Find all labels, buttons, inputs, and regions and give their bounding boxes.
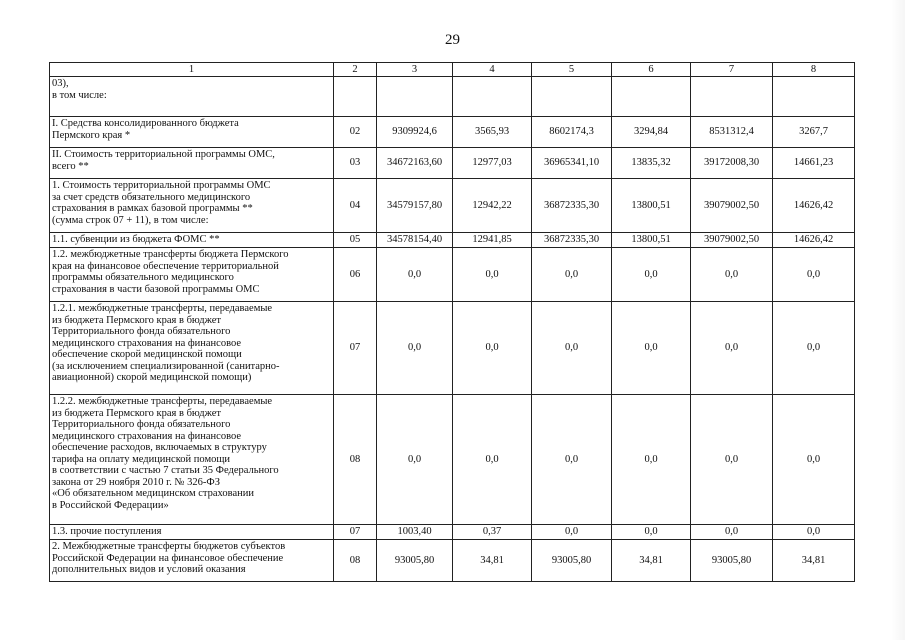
row-value: 0,0: [773, 248, 855, 302]
row-label: I. Средства консолидированного бюджета Пермского края *: [50, 117, 334, 148]
row-value: 13800,51: [612, 233, 691, 248]
row-code: 08: [334, 395, 377, 525]
row-value: [453, 77, 532, 117]
row-value: 0,0: [453, 302, 532, 395]
row-value: 0,0: [377, 395, 453, 525]
row-value: 14626,42: [773, 179, 855, 233]
column-number-header: 7: [691, 63, 773, 77]
row-value: 36872335,30: [532, 233, 612, 248]
row-value: 0,0: [532, 395, 612, 525]
row-label: 1.2. межбюджетные трансферты бюджета Пермского края на финансовое обеспечение территориальной программы обязательного медицинского страхования в части базовой программы ОМС: [50, 248, 334, 302]
row-value: [532, 77, 612, 117]
row-value: 0,0: [773, 525, 855, 540]
column-number-header: 5: [532, 63, 612, 77]
row-value: 0,0: [377, 302, 453, 395]
row-label: 1.3. прочие поступления: [50, 525, 334, 540]
row-code: 02: [334, 117, 377, 148]
table-row: [50, 302, 855, 395]
table-row: [50, 233, 855, 248]
table-row: [50, 117, 855, 148]
row-value: 39079002,50: [691, 179, 773, 233]
row-value: 34,81: [453, 540, 532, 582]
row-value: [691, 77, 773, 117]
row-value: [612, 77, 691, 117]
row-value: 0,0: [453, 248, 532, 302]
row-value: 0,0: [773, 395, 855, 525]
table-row: [50, 525, 855, 540]
row-value: 9309924,6: [377, 117, 453, 148]
table-row: [50, 540, 855, 582]
row-value: 3294,84: [612, 117, 691, 148]
row-value: 12942,22: [453, 179, 532, 233]
row-value: 34579157,80: [377, 179, 453, 233]
row-value: 34578154,40: [377, 233, 453, 248]
row-value: 39079002,50: [691, 233, 773, 248]
table-row: [50, 395, 855, 525]
row-value: 0,0: [532, 302, 612, 395]
row-code: 05: [334, 233, 377, 248]
row-value: 34,81: [612, 540, 691, 582]
page-number: 29: [445, 32, 460, 48]
row-label: 1.1. субвенции из бюджета ФОМС **: [50, 233, 334, 248]
row-value: 0,0: [453, 395, 532, 525]
column-number-header: 8: [773, 63, 855, 77]
row-value: 0,0: [691, 525, 773, 540]
row-label: II. Стоимость территориальной программы ОМС, всего **: [50, 148, 334, 179]
row-value: 0,0: [612, 248, 691, 302]
row-value: 13800,51: [612, 179, 691, 233]
row-value: 93005,80: [377, 540, 453, 582]
row-label: 2. Межбюджетные трансферты бюджетов субъектов Российской Федерации на финансовое обеспечение дополнительных видов и условий оказания: [50, 540, 334, 582]
row-value: 34,81: [773, 540, 855, 582]
row-value: 3565,93: [453, 117, 532, 148]
row-value: 14661,23: [773, 148, 855, 179]
row-label: 1. Стоимость территориальной программы ОМС за счет средств обязательного медицинского страхования в рамках базовой программы ** (сумма строк 07 + 11), в том числе:: [50, 179, 334, 233]
row-value: 0,0: [612, 395, 691, 525]
row-code: 07: [334, 302, 377, 395]
row-value: 0,0: [691, 395, 773, 525]
row-label: 03), в том числе:: [50, 77, 334, 117]
row-value: 14626,42: [773, 233, 855, 248]
scan-edge-shadow: [891, 0, 905, 640]
table-row: [50, 148, 855, 179]
row-code: [334, 77, 377, 117]
row-value: 36872335,30: [532, 179, 612, 233]
column-number-header: 3: [377, 63, 453, 77]
row-value: 3267,7: [773, 117, 855, 148]
row-value: 36965341,10: [532, 148, 612, 179]
row-value: [773, 77, 855, 117]
table-row: [50, 179, 855, 233]
row-value: 39172008,30: [691, 148, 773, 179]
row-value: 34672163,60: [377, 148, 453, 179]
row-value: 0,37: [453, 525, 532, 540]
row-value: 0,0: [612, 525, 691, 540]
row-value: 0,0: [691, 248, 773, 302]
row-code: 06: [334, 248, 377, 302]
row-value: 8602174,3: [532, 117, 612, 148]
row-value: 0,0: [773, 302, 855, 395]
row-code: 08: [334, 540, 377, 582]
budget-table: [49, 62, 855, 582]
row-value: 12941,85: [453, 233, 532, 248]
row-code: 07: [334, 525, 377, 540]
row-code: 04: [334, 179, 377, 233]
table-row: [50, 77, 855, 117]
column-number-header: 1: [50, 63, 334, 77]
column-number-row: [50, 63, 855, 77]
row-code: 03: [334, 148, 377, 179]
row-value: 0,0: [612, 302, 691, 395]
column-number-header: 4: [453, 63, 532, 77]
row-label: 1.2.1. межбюджетные трансферты, передаваемые из бюджета Пермского края в бюджет Территориального фонда обязательного медицинского страхования на финансовое обеспечение скорой медицинской помощи (за исключением специализированной (санитарно- авиационной) скорой медицинской помощи): [50, 302, 334, 395]
table-row: [50, 248, 855, 302]
row-value: 0,0: [532, 525, 612, 540]
row-value: [377, 77, 453, 117]
column-number-header: 6: [612, 63, 691, 77]
row-value: 0,0: [532, 248, 612, 302]
row-value: 1003,40: [377, 525, 453, 540]
row-value: 0,0: [691, 302, 773, 395]
row-value: 0,0: [377, 248, 453, 302]
row-label: 1.2.2. межбюджетные трансферты, передаваемые из бюджета Пермского края в бюджет Территориального фонда обязательного медицинского страхования на финансовое обеспечение расходов, включаемых в структуру тарифа на оплату медицинской помощи в соответствии с частью 7 статьи 35 Федерального закона от 29 ноября 2010 г. № 326-ФЗ «Об обязательном медицинском страховании в Российской Федерации»: [50, 395, 334, 525]
row-value: 93005,80: [691, 540, 773, 582]
column-number-header: 2: [334, 63, 377, 77]
row-value: 8531312,4: [691, 117, 773, 148]
row-value: 12977,03: [453, 148, 532, 179]
row-value: 93005,80: [532, 540, 612, 582]
row-value: 13835,32: [612, 148, 691, 179]
